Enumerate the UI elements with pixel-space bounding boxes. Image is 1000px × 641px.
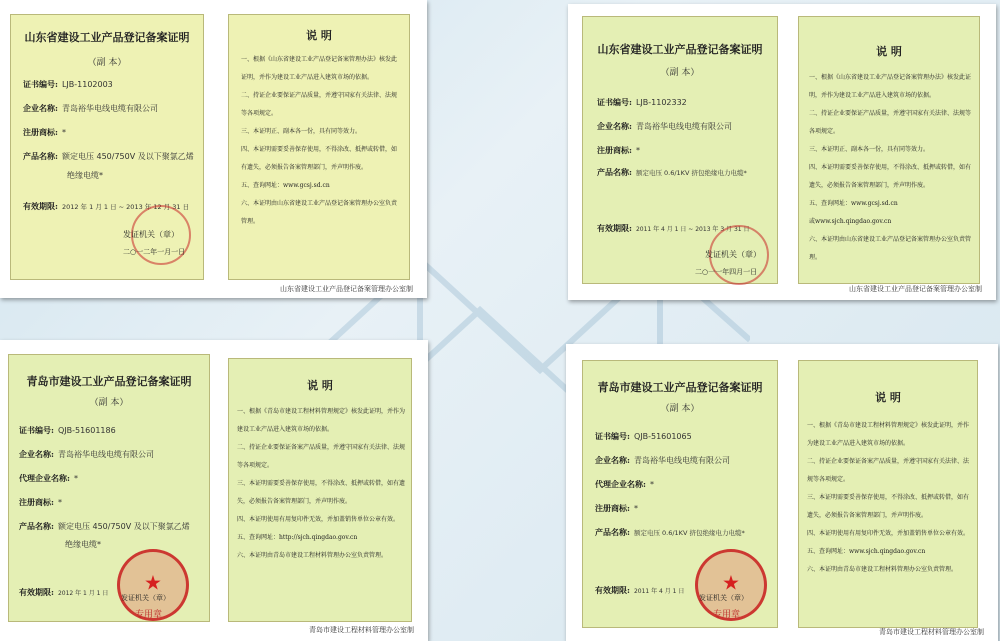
notes-list <box>241 51 401 231</box>
field-product: 产品名称: 额定电压 450/750V 及以下聚氯乙烯 <box>23 151 194 161</box>
certificate-shandong-2 <box>568 4 996 300</box>
note-item: 四、本证明需要妥善保存使用，不得涂改、抵押或转借，如有遗失，必须报告备案管理部门，并声明作废。 <box>809 164 972 189</box>
field-product: 产品名称: 额定电压 0.6/1KV 挤包绝缘电力电缆* <box>595 527 745 537</box>
note-item: 三、本证明正、副本各一份，具有同等效力。 <box>809 146 930 153</box>
issuer-label: 发证机关（章） <box>699 594 748 602</box>
note-item: 三、本证明正、副本各一份，具有同等效力。 <box>241 128 362 135</box>
certificate-qingdao-1 <box>0 340 428 641</box>
certificate-title: 青岛市建设工业产品登记备案证明 <box>597 381 763 394</box>
note-item: 一、根据《青岛市建设工程材料管理规定》核发此证明，并作为建设工业产品进入建筑市场的依据。 <box>237 408 406 433</box>
field-validity: 有效期限: 2011 年 4 月 1 日 ~ 2013 年 3 月 31 日 <box>597 223 750 233</box>
note-item: 一、根据《山东省建设工业产品登记备案管理办法》核发此证明，并作为建设工业产品进入建筑市场的依据。 <box>241 56 398 81</box>
certificate-qingdao-2 <box>566 344 998 641</box>
notes-title: 说 明 <box>307 379 333 392</box>
issuer-footer: 山东省建设工业产品登记备案管理办公室制 <box>849 285 982 293</box>
certificate-main-panel <box>582 16 778 284</box>
note-item: 五、查询网址：www.gcsj.sd.cn <box>809 200 898 207</box>
issuer-label: 发证机关（章） <box>705 250 761 259</box>
field-trademark: 注册商标: * <box>595 503 638 513</box>
star-icon: ★ <box>722 570 740 595</box>
field-cert-number: 证书编号: LJB-1102003 <box>23 79 113 89</box>
certificate-main-panel <box>10 14 204 280</box>
note-item: 二、持证企业要保证备案产品质量，并遵守国家有关法律、法规等各项规定。 <box>807 458 970 483</box>
field-product: 产品名称: 额定电压 450/750V 及以下聚氯乙烯 <box>19 521 190 531</box>
note-item: 二、持证企业要保证产品质量，并遵守国家有关法律、法规等各项规定。 <box>241 92 398 117</box>
certificate-shandong-1 <box>0 0 427 298</box>
notes-panel <box>798 16 980 284</box>
issuer-footer: 青岛市建设工程材料管理办公室制 <box>879 628 984 636</box>
copy-label: （副 本） <box>87 58 127 68</box>
field-agent: 代理企业名称: * <box>595 479 654 489</box>
certificate-title: 青岛市建设工业产品登记备案证明 <box>26 375 192 388</box>
field-validity: 有效期限: 2011 年 4 月 1 日 <box>595 585 685 595</box>
notes-panel <box>228 358 412 622</box>
star-icon: ★ <box>144 570 162 595</box>
notes-list <box>807 417 973 579</box>
note-item: 五、查询网址：www.gcsj.sd.cn <box>241 182 330 189</box>
note-item: 六、本证明由山东省建设工业产品登记备案管理办公室负责管理。 <box>809 236 972 261</box>
certificate-title: 山东省建设工业产品登记备案证明 <box>597 43 763 56</box>
field-product: 产品名称: 额定电压 0.6/1KV 挤包绝缘电力电缆* <box>597 167 747 177</box>
field-company: 企业名称: 青岛裕华电线电缆有限公司 <box>23 103 158 113</box>
field-trademark: 注册商标: * <box>19 497 62 507</box>
note-item: 四、本证明使用有用复印件无效，并加盖销售单位公章有效。 <box>807 530 970 537</box>
field-cert-number: 证书编号: QJB-51601186 <box>19 425 116 435</box>
copy-label: （副 本） <box>89 398 129 408</box>
field-company: 企业名称: 青岛裕华电线电缆有限公司 <box>595 455 730 465</box>
note-item: 二、持证企业要保证产品质量，并遵守国家有关法律、法规等各项规定。 <box>809 110 972 135</box>
field-cert-number: 证书编号: LJB-1102332 <box>597 97 687 107</box>
seal-text: 专用章 <box>135 610 163 620</box>
issuer-label: 发证机关（章） <box>121 594 170 602</box>
certificate-title: 山东省建设工业产品登记备案证明 <box>24 31 190 44</box>
field-trademark: 注册商标: * <box>23 127 66 137</box>
note-item: 六、本证明由山东省建设工业产品登记备案管理办公室负责管理。 <box>241 200 398 225</box>
field-validity: 有效期限: 2012 年 1 月 1 日 <box>19 587 109 597</box>
field-cert-number: 证书编号: QJB-51601065 <box>595 431 692 441</box>
note-item: 一、根据《山东省建设工业产品登记备案管理办法》核发此证明，并作为建设工业产品进入建筑市场的依据。 <box>809 74 972 99</box>
notes-list <box>237 403 407 565</box>
field-company: 企业名称: 青岛裕华电线电缆有限公司 <box>597 121 732 131</box>
certificate-main-panel <box>582 360 778 628</box>
note-item: 五、查询网址：www.sjch.qingdao.gov.cn <box>807 548 926 555</box>
field-product-cont: 绝缘电缆* <box>67 171 103 180</box>
issuer-label: 发证机关（章） <box>123 230 179 239</box>
note-item: 或www.sjch.qingdao.gov.cn <box>809 218 892 225</box>
note-item: 四、本证明使用有用复印件无效，并加盖销售单位公章有效。 <box>237 516 400 523</box>
note-item: 三、本证明需要妥善保存使用，不得涂改、抵押或转借，如有遗失，必须报告备案管理部门，并声明作废。 <box>807 494 970 519</box>
note-item: 六、本证明由青岛市建设工程材料管理办公室负责管理。 <box>807 566 958 573</box>
issue-date: 二○一二年一月一日 <box>123 248 186 256</box>
note-item: 三、本证明需要妥善保存使用，不得涂改、抵押或转借，如有遗失，必须报告备案管理部门，并声明作废。 <box>237 480 406 505</box>
copy-label: （副 本） <box>660 404 700 414</box>
notes-title: 说 明 <box>306 29 332 42</box>
note-item: 四、本证明需要妥善保存使用，不得涂改、抵押或转借，如有遗失，必须报告备案管理部门，并声明作废。 <box>241 146 398 171</box>
notes-panel <box>798 360 978 628</box>
field-trademark: 注册商标: * <box>597 145 640 155</box>
copy-label: （副 本） <box>660 68 700 78</box>
notes-title: 说 明 <box>875 391 901 404</box>
issuer-footer: 青岛市建设工程材料管理办公室制 <box>309 626 414 634</box>
field-validity: 有效期限: 2012 年 1 月 1 日 ~ 2013 年 12 月 31 日 <box>23 201 190 211</box>
field-company: 企业名称: 青岛裕华电线电缆有限公司 <box>19 449 154 459</box>
notes-title: 说 明 <box>876 45 902 58</box>
note-item: 六、本证明由青岛市建设工程材料管理办公室负责管理。 <box>237 552 388 559</box>
issue-date: 二○一一年四月一日 <box>695 268 758 276</box>
certificate-main-panel <box>8 354 210 622</box>
note-item: 二、持证企业要保证备案产品质量，并遵守国家有关法律、法规等各项规定。 <box>237 444 406 469</box>
note-item: 一、根据《青岛市建设工程材料管理规定》核发此证明，并作为建设工业产品进入建筑市场的依据。 <box>807 422 970 447</box>
notes-panel <box>228 14 410 280</box>
issuer-footer: 山东省建设工业产品登记备案管理办公室制 <box>280 285 413 293</box>
note-item: 五、查询网址：http://sjch.qingdao.gov.cn <box>237 534 358 541</box>
field-product-cont: 绝缘电缆* <box>65 540 101 549</box>
field-agent: 代理企业名称: * <box>19 473 78 483</box>
seal-text: 专用章 <box>713 610 741 620</box>
notes-list <box>809 69 973 267</box>
